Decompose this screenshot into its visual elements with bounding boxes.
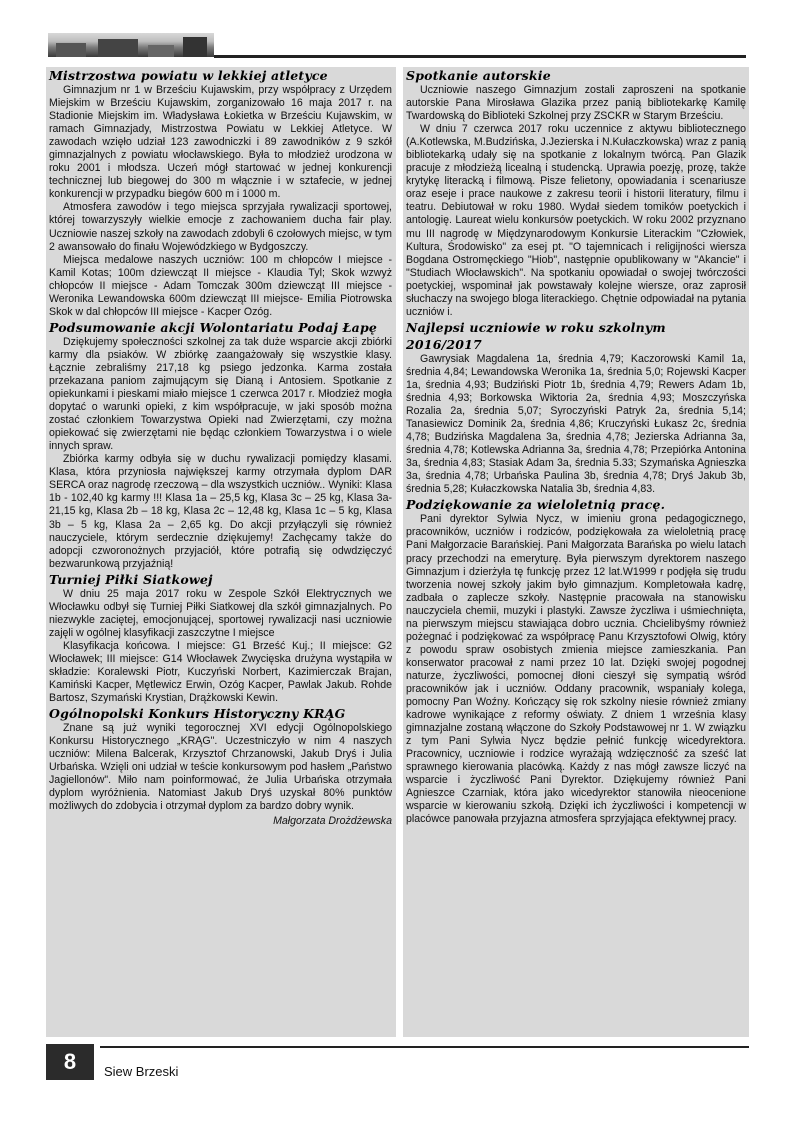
article-paragraph: Gawrysiak Magdalena 1a, średnia 4,79; Kaczorowski Kamil 1a, średnia 4,84; Lewandowska Weronika 1a, średnia 5,0; Rojewski Kacper 1a, średnia 4,93; Budziński Piotr 1b, średnia 4,79; Rewers Adam 1b, średnia 4,93; Borkowska Wiktoria 2a, średnia 4,93; Moszczyńska Rozalia 2a, średnia 5,07; Syroczyński Patryk 2a, średnia 5,14; Tanasiewicz Dominik 2a, średnia 4,86; Kruczyński Łukasz 2c, średnia 4,78; Budzińska Magdalena 3a, średnia 4,78; Jezierska Adrianna 3a, średnia 4,78; Kotlewska Adrianna 3a, średnia 4,78; Przepiórka Antonina 3a, średnia 4,83; Stasiak Adam 3a, średnia 5.33; Szymańska Agnieszka 3a, średnia 4,78; Urbańska Paulina 3b, średnia 4,78; Dryś Jakub 3b, średnia 5,28; Kułaczkowska Natalia 3b, średnia 4,83. (406, 352, 746, 496)
article-paragraph: Zbiórka karmy odbyła się w duchu rywalizacji pomiędzy klasami. Klasa, która przyniosła największej karmy otrzymała dyplom DAR SERCA oraz nagrodę rzeczową – dla wszystkich uczniów.. Wyniki: Klasa 1b - 102,40 kg karmy !!! Klasa 1a – 25,5 kg, Klasa 3c – 25 kg, Klasa 3a- 21,15 kg, Klasa 2b – 18 kg, Klasa 2c – 12,48 kg, Klasa 1c – 5 kg, Klasa 3b – 5 kg, Klasa 2a – 2,65 kg. Do akcji przyłączyli się również nauczyciele, którym serdecznie dziękujemy! Zachęcamy także do adopcji czworonożnych przyjaciół, które potrafią się odwdzięczyć bezwarunkową przyjaźnią! (49, 453, 392, 570)
article-paragraph: Dziękujemy społeczności szkolnej za tak duże wsparcie akcji zbiórki karmy dla psiaków. W zbiórkę zaangażowały się wszystkie klasy. Łącznie zebraliśmy 217,18 kg psiego jedzonka. Karma została przekazana paniom zajmującym się Dianą i Antosiem. Spotkanie z opiekunkami i pieskami miało miejsce 1 czerwca 2017 r. Młodzież mogła dopytać o warunki opieki, z kim współpracuje, w jaki sposób można zostać członkiem Towarzystwa Opieki nad Zwierzętami, czy można opiekować się zwierzętami nie będąc członkiem Towarzystwa i o wiele innych spraw. (49, 335, 392, 453)
article-paragraph: Znane są już wyniki tegorocznej XVI edycji Ogólnopolskiego Konkursu Historycznego „KRĄG". Uczestniczyło w nim 4 naszych uczniów: Milena Balcerak, Krzysztof Chrzanowski, Jakub Dryś i Julia Urbańska. Wzięli oni udział w teście konkursowym pod hasłem „Państwo Jagiellonów". Miło nam poinformować, że Julia Urbańska otrzymała dyplom wyróżnienia. Natomiast Jakub Dryś uzyskał 80% punktów możliwych do zdobycia i otrzymał dyplom za bardzo dobry wynik. (49, 722, 392, 813)
article-author-meeting (406, 67, 746, 319)
article-paragraph: Atmosfera zawodów i tego miejsca sprzyjała rywalizacji sportowej, której towarzyszyły wielkie emocje z zachowaniem ducha fair play. Uczniowie naszej szkoły na zawodach zdobyli 6 czołowych miejsc, w tym 2 awansowało do finału Wojewódzkiego w Bydgoszczy. (49, 201, 392, 253)
header-rule (214, 55, 746, 58)
article-heading: Ogólnopolski Konkurs Historyczny KRĄG (49, 706, 346, 722)
article-thanks (406, 496, 746, 826)
article-author: Małgorzata Drożdżewska (273, 815, 392, 828)
article-volleyball (49, 571, 392, 705)
article-heading: Najlepsi uczniowie w roku szkolnym 2016/2017 (406, 319, 666, 352)
article-history-contest (49, 705, 392, 828)
article-heading: Mistrzostwa powiatu w lekkiej atletyce (49, 68, 328, 83)
article-paragraph: Uczniowie naszego Gimnazjum zostali zaproszeni na spotkanie autorskie Pana Mirosława Glazika przez panią bibliotekarkę Kamilę Twardowską do Biblioteki Szkolnej przy ZSCKR w Starym Brześciu. (406, 84, 746, 123)
page-number: 8 (46, 1044, 94, 1080)
article-heading: Podziękowanie za wieloletnią pracę. (406, 497, 666, 513)
publication-title: Siew Brzeski (104, 1064, 179, 1079)
article-heading: Spotkanie autorskie (406, 68, 551, 83)
right-column (403, 67, 749, 1037)
article-paragraph: W dniu 7 czerwca 2017 roku uczennice z aktywu bibliotecznego (A.Kotlewska, M.Budzińska, J.Jezierska i N.Kułaczkowska) wraz z panią bibliotekarką udały się na spotkanie z lokalnym twórcą. Pan Glazik pracuje z młodzieżą licealną i studencką. Uprawia poezję, prozę, także krytykę literacką i filmową. Pisze felietony, opowiadania i scenariusze oraz eseje i prace naukowe z zakresu teorii i historii literatury, filmu i teatru. Debiutował w roku 1980. Wydał siedem tomików poetyckich i antologię. Laureat wielu konkursów poetyckich. W roku 2002 przyznano mu III nagrodę w Międzynarodowym Konkursie Literackim "Człowiek, Kultura, Środowisko" za esej pt. "O tajemnicach i religijności wiersza Bogdana Ostromęckiego "Hiob", następnie opublikowany w "Akancie" i "Studiach Włocławskich". Na spotkaniu opowiadał o swojej twórczości poetyckiej, wspominał jak powstawały kolejne wiersze, oraz zaprosił słuchaczy na swojego bloga literackiego. Chętnie odpowiadał na pytania uczniów i. (406, 123, 746, 318)
article-best-students (406, 319, 746, 497)
article-volunteering (49, 319, 392, 571)
article-athletics (49, 67, 392, 319)
article-paragraph: W dniu 25 maja 2017 roku w Zespole Szkół Elektrycznych we Włocławku odbył się Turniej Piłki Siatkowej dla szkół gimnazjalnych. Po niezwykle zaciętej, emocjonującej, sportowej rywalizacji nasi uczniowie zajęli w ogólnej klasyfikacji zaszczytne I miejsce (49, 587, 392, 639)
article-paragraph: Pani dyrektor Sylwia Nycz, w imieniu grona pedagogicznego, pracowników, uczniów i rodziców, podziękowała za wieloletnią pracę Pani Małgorzacie Barańskiej. Pani Małgorzata Barańska po wielu latach pracy przechodzi na emeryturę. Była pierwszym dyrektorem naszego Gimnazjum i dzierżyła tę funkcję przez 12 lat.W1999 r podjęła się trudu tworzenia nowej szkoły jakim było gimnazjum. Kompletowała kadrę, zadbała o zaplecze szkoły. Następnie pracowała na stanowisku nauczyciela chemii, muzyki i plastyki. Zawsze życzliwa i uśmiechnięta, na pierwszym miejscu stawiająca dobro ucznia. Chcielibyśmy również pożegnać i podziękować za współpracę Panu Krzysztofowi Olwig, który z powodu spraw osobistych zmienia miejsce zamieszkania. Pan konserwator pracował z nami przez 10 lat. Dzięki swojej pogodnej naturze, życzliwości, pomocnej dłoni cieszył się sympatią wśród pracowników jak i uczniów. Oddany pracownik, wspaniały kolega, pomocny Pan Woźny. Kończący się rok szkolny niesie również zmiany kadrowe wynikające z reformy oświaty. Z dniem 1 września klasy gimnazjalne zostaną włączone do Szkoły Podstawowej nr 1. W związku z tym Pani Sylwia Nycz będzie pełnić funkcję wicedyrektora. Pracownicy, uczniowie i rodzice wyrażają wdzięczność za sześć lat sprawnego kierowania placówką. Każdy z nas mógł zawsze liczyć na wsparcie i życzliwość Pani Dyrektor. Dziękujemy również Pani Agnieszce Czarniak, która jako wicedyrektor stanowiła nieocenione wsparcie w kierowaniu szkołą. Dzięki ich życzliwości i kompetencji w placówce panowała przyjazna atmosfera sprzyjająca efektywnej pracy. (406, 513, 746, 826)
article-paragraph: Miejsca medalowe naszych uczniów: 100 m chłopców I miejsce - Kamil Kotas; 100m dziewcząt II miejsce - Klaudia Tyl; Skok wzwyż chłopców II miejsce - Adam Tomczak 300m dziewcząt III miejsce - Weronika Lewandowska 600m dziewcząt III miejsce- Emilia Piotrowska Skok w dal chłopców III miejsce - Kacper Ozóg. (49, 253, 392, 318)
article-heading: Podsumowanie akcji Wolontariatu Podaj Łapę (49, 319, 378, 335)
footer-rule (100, 1046, 749, 1048)
article-paragraph: Gimnazjum nr 1 w Brześciu Kujawskim, przy współpracy z Urzędem Miejskim w Brześciu Kujawskim, zorganizowało 16 maja 2017 r. na Stadionie Miejskim im. Władysława Łokietka w Brześciu Kujawskim, w ramach Gimnazjady, Mistrzostwa Powiatu w Lekkiej Atletyce. W zawodach wzięło udział 123 zawodniczki i 89 zawodników z 9 szkół gimnazjalnych z powiatu włocławskiego. Była to młodzież urodzona w roku 2001 i młodsza. Uczeń mógł startować w jednej konkurencji technicznej lub biegowej do 300 m włącznie i w sztafecie, w jednej konkurencji w przypadku biegów 600 m i 1000 m. (49, 84, 392, 201)
article-paragraph: Klasyfikacja końcowa. I miejsce: G1 Brześć Kuj.; II miejsce: G2 Włocławek; III miejsce: G14 Włocławek Zwycięska drużyna wystąpiła w składzie: Koralewski Piotr, Kuczyński Norbert, Kazimierczak Brajan, Kamiński Kacper, Mętlewicz Erwin, Ozóg Kacper, Pawlak Jakub. Rohde Bartosz, Szymański Krystian, Drążkowski Kewin. (49, 639, 392, 705)
left-column (46, 67, 396, 1037)
article-heading: Turniej Piłki Siatkowej (49, 571, 213, 587)
header-photo (48, 33, 214, 57)
